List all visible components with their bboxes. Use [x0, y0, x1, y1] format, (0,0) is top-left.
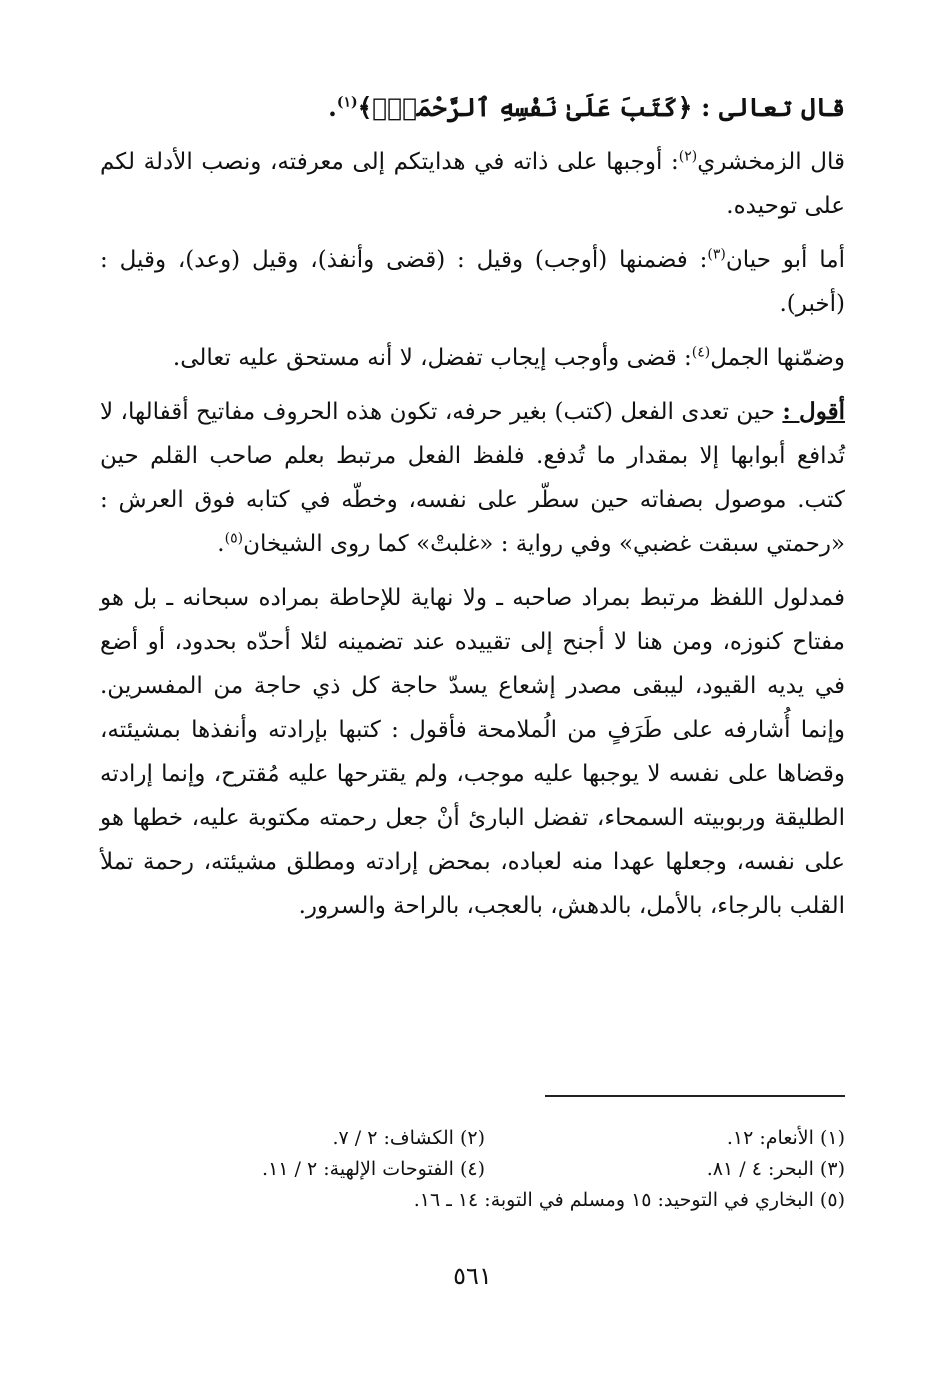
paragraph-abu-hayyan	[100, 238, 845, 326]
paragraph-text: قال الزمخشري	[697, 149, 845, 175]
footnote-2: (٢) الكشاف: ٢ / ٧.	[332, 1126, 485, 1149]
footnote-ref-5: (٥)	[224, 530, 244, 547]
paragraph-aqul	[100, 390, 845, 566]
footnote-divider	[545, 1095, 845, 1097]
title-prefix: قال تعالى :	[701, 93, 845, 122]
footnote-1: (١) الأنعام: ١٢.	[726, 1126, 845, 1149]
paragraph-zamakhshari	[100, 140, 845, 228]
footnote-ref-2: (٢)	[678, 148, 698, 165]
paragraph-text: أما أبو حيان	[725, 247, 845, 273]
title-end: .	[328, 93, 337, 122]
paragraph-jamal	[100, 336, 845, 380]
footnote-ref-4: (٤)	[691, 344, 711, 361]
footnote-3: (٣) البحر: ٤ / ٨١.	[706, 1157, 845, 1180]
paragraph-text: : أوجبها على ذاته في هدايتكم إلى معرفته، ونصب الأدلة لكم على توحيده.	[100, 149, 845, 219]
aqul-label: أقول :	[782, 398, 845, 425]
verse-heading	[100, 86, 845, 130]
quran-verse: ﴿كَتَبَ عَلَىٰ نَفْسِهِ ٱلرَّحْمَةَۚ﴾	[357, 93, 693, 122]
paragraph-madlul: فمدلول اللفظ مرتبط بمراد صاحبه ـ ولا نهاية للإحاطة بمراده سبحانه ـ بل هو مفتاح كنوزه، ومن هنا لا أجنح إلى تقييده عند تضمينه لئلا أحدّه بحدود، أو أضع في يديه القيود، ليبقى مصدر إشعاع يسدّ حاجة كل ذي حاجة من المفسرين. وإنما أُشارفه على طَرَفٍ من الُملامحة فأقول : كتبها بإرادته وأنفذها بمشيئته، وقضاها على نفسه لا يوجبها عليه موجب، ولم يقترحها عليه مُقترح، وإنما إرادته الطليقة وربوبيته السمحاء، تفضل البارئ أنْ جعل رحمته مكتوبة عليه، خطها هو على نفسه، وجعلها عهدا منه لعباده، بمحض إرادته ومطلق مشيئته، رحمة تملأ القلب بالرجاء، بالأمل، بالدهش، بالعجب، بالراحة والسرور.	[100, 585, 845, 919]
footnote-row	[100, 1122, 845, 1153]
footnote-row	[100, 1153, 845, 1184]
footnote-5: (٥) البخاري في التوحيد: ١٥ ومسلم في التوبة: ١٤ ـ ١٦.	[413, 1188, 845, 1211]
footnote-4: (٤) الفتوحات الإلهية: ٢ / ١١.	[262, 1157, 485, 1180]
paragraph-text: .	[217, 531, 225, 557]
paragraph-text: وضمّنها الجمل	[710, 345, 845, 371]
footnote-row	[100, 1184, 845, 1215]
footnotes	[100, 1122, 845, 1215]
paragraph-text: : قضى وأوجب إيجاب تفضل، لا أنه مستحق عليه تعالى.	[172, 345, 692, 371]
page-number: ٥٦١	[453, 1262, 492, 1290]
main-text	[100, 86, 845, 938]
footnote-ref-1: (١)	[336, 94, 358, 111]
footnote-ref-3: (٣)	[707, 246, 726, 263]
paragraph-text: حين تعدى الفعل (كتب) بغير حرفه، تكون هذه الحروف مفاتيح أقفالها، لا تُدافع أبوابها إلا بمقدار ما تُدفع. فلفظ الفعل مرتبط بعلم صاحب القلم حين كتب. موصول بصفاته حين سطّر على نفسه، وخطّه في كتابه فوق العرش : «رحمتي سبقت غضبي» وفي رواية : «غلبتْ» كما روى الشيخان	[100, 399, 845, 557]
paragraph-text: : فضمنها (أوجب) وقيل : (قضى وأنفذ)، وقيل (وعد)، وقيل : (أخبر).	[100, 247, 845, 317]
